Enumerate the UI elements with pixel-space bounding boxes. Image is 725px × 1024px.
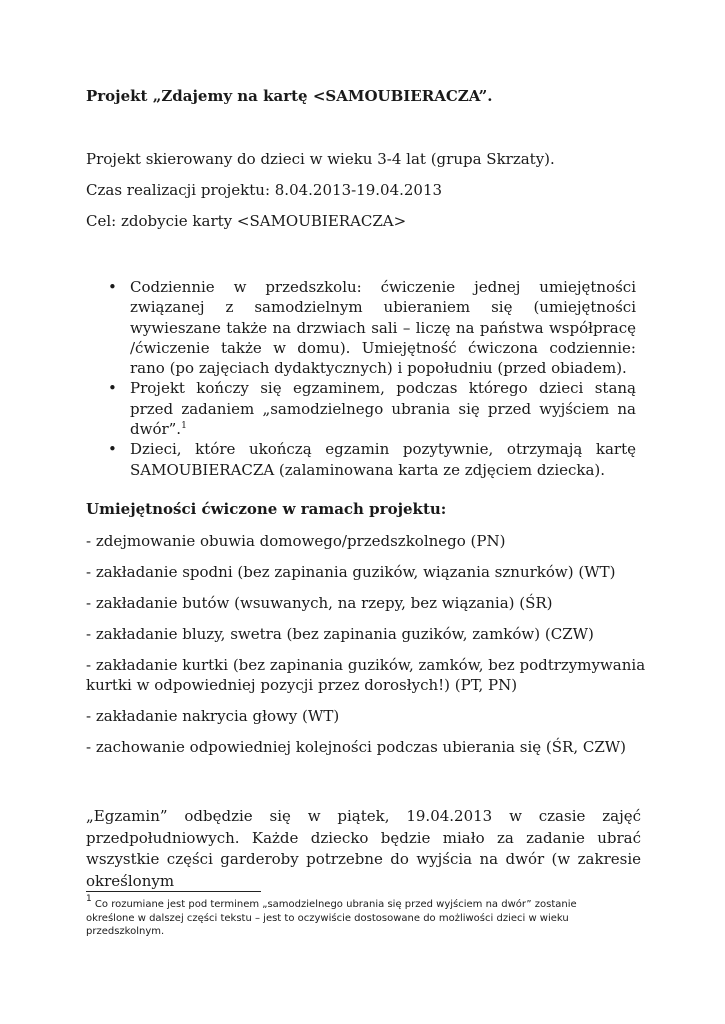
footnote-reference[interactable]: 1 bbox=[181, 421, 187, 432]
footnote-divider bbox=[86, 891, 261, 892]
bullet-icon: • bbox=[108, 278, 117, 296]
footnote-text: Co rozumiane jest pod terminem „samodzielnego ubrania się przed wyjściem na dwór” zostanie określone w dalszej części tekstu – jest to oczywiście dostosowane do możliwości dzieci w wieku przedszkolnym. bbox=[86, 899, 577, 937]
skill-item: - zakładanie kurtki (bez zapinania guzików, zamków, bez podtrzymywania kurtki w odpowiedniej pozycji przez dorosłych!) (PT, PN) bbox=[86, 656, 646, 694]
page-title: Projekt „Zdajemy na kartę <SAMOUBIERACZA”. bbox=[86, 87, 493, 105]
list-item: • Codziennie w przedszkolu: ćwiczenie jednej umiejętności związanej z samodzielnym ubieraniem się (umiejętności wywieszane także na drzwiach sali – liczę na państwa współpracę /ćwiczenie także w domu). Umiejętność ćwiczona codziennie: rano (po zajęciach dydaktycznych) i popołudniu (przed obiadem). bbox=[108, 278, 636, 378]
skill-item: - zakładanie nakrycia głowy (WT) bbox=[86, 707, 340, 725]
goal-text: Cel: zdobycie karty <SAMOUBIERACZA> bbox=[86, 212, 407, 230]
footnote-number: 1 bbox=[86, 894, 92, 904]
exam-first-line: „Egzamin” odbędzie się w piątek, 19.04.2013 w czasie zajęć bbox=[86, 807, 641, 825]
list-item: • Projekt kończy się egzaminem, podczas którego dzieci staną przed zadaniem „samodzielnego ubrania się przed wyjściem na dwór”.$^1$ bbox=[108, 379, 636, 439]
exam-paragraph bbox=[86, 806, 641, 892]
audience-text: Projekt skierowany do dzieci w wieku 3-4 lat (grupa Skrzaty). bbox=[86, 150, 555, 168]
bullet-icon: • bbox=[108, 440, 117, 459]
skill-item: - zakładanie butów (wsuwanych, na rzepy, bez wiązania) (ŚR) bbox=[86, 594, 553, 612]
project-rules-list bbox=[106, 277, 636, 480]
bullet-icon: • bbox=[108, 379, 117, 398]
skill-item: - zakładanie bluzy, swetra (bez zapinania guzików, zamków) (CZW) bbox=[86, 625, 594, 643]
duration-text: Czas realizacji projektu: 8.04.2013-19.04.2013 bbox=[86, 181, 443, 199]
project-intro bbox=[86, 149, 555, 242]
exam-text: przedpołudniowych. Każde dziecko będzie miało za zadanie ubrać wszystkie części garderoby potrzebne do wyjścia na dwór (w zakresie określonym bbox=[86, 828, 641, 890]
skill-item: - zdejmowanie obuwia domowego/przedszkolnego (PN) bbox=[86, 532, 506, 550]
skill-item: - zachowanie odpowiedniej kolejności podczas ubierania się (ŚR, CZW) bbox=[86, 738, 627, 756]
footnote bbox=[86, 894, 626, 939]
list-item: • Dzieci, które ukończą egzamin pozytywnie, otrzymają kartę SAMOUBIERACZA (zalaminowana karta ze zdjęciem dziecka). bbox=[108, 440, 636, 479]
skills-heading: Umiejętności ćwiczone w ramach projektu: bbox=[86, 500, 447, 518]
skill-item: - zakładanie spodni (bez zapinania guzików, wiązania sznurków) (WT) bbox=[86, 563, 616, 581]
skills-section bbox=[86, 499, 646, 768]
